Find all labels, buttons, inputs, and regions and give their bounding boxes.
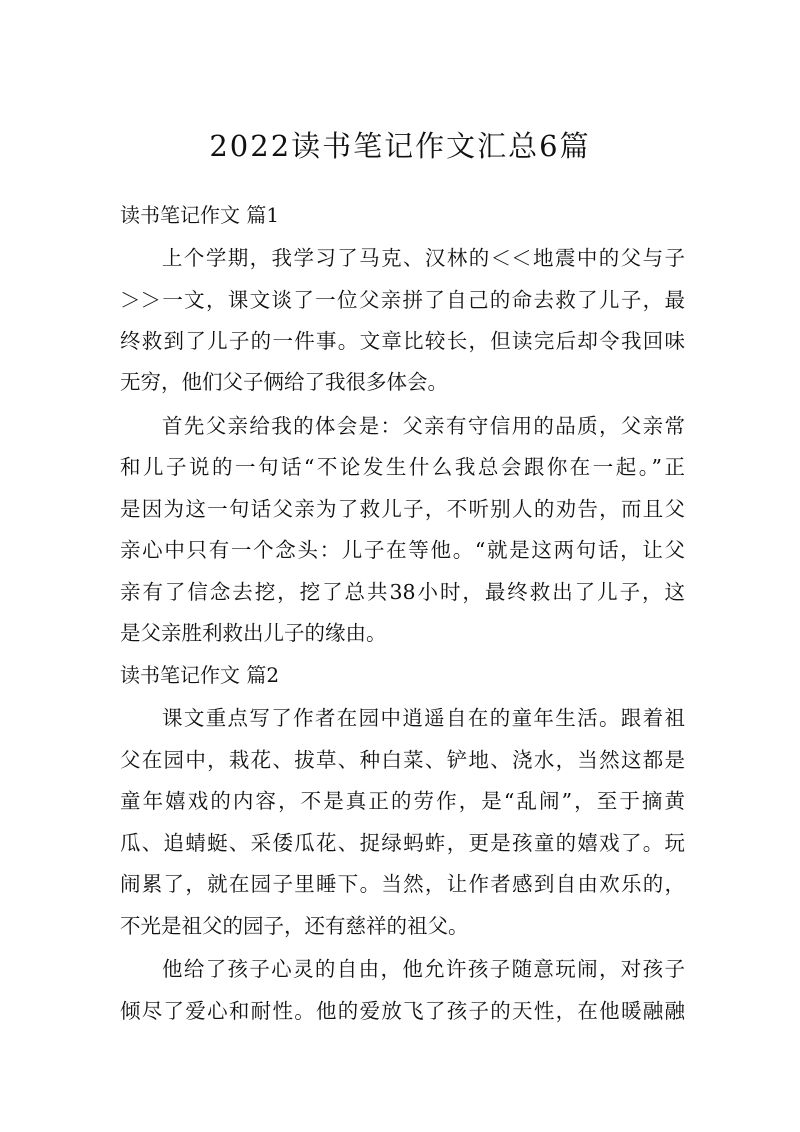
paragraph-line: 闹累了，就在园子里睡下。当然，让作者感到自由欢乐的， — [120, 872, 685, 896]
paragraph-line: ＞＞一文，课文谈了一位父亲拼了自己的命去救了儿子，最 — [120, 288, 685, 312]
paragraph-line: 终救到了儿子的一件事。文章比较长，但读完后却令我回味 — [120, 329, 685, 353]
paragraph-line: 倾尽了爱心和耐性。他的爱放飞了孩子的天性，在他暖融融 — [120, 999, 685, 1023]
paragraph-line: 课文重点写了作者在园中逍遥自在的童年生活。跟着祖 — [162, 706, 685, 730]
paragraph-line: 是父亲胜利救出儿子的缘由。 — [120, 621, 387, 645]
document-title: 2022读书笔记作文汇总6篇 — [209, 129, 591, 163]
section-heading: 读书笔记作文 篇2 — [120, 663, 280, 687]
paragraph-line: 亲有了信念去挖，挖了总共38小时，最终救出了儿子，这 — [120, 580, 685, 604]
section-heading: 读书笔记作文 篇1 — [120, 203, 280, 227]
paragraph-line: 童年嬉戏的内容，不是真正的劳作，是“乱闹”，至于摘黄 — [120, 789, 685, 813]
paragraph-line: 亲心中只有一个念头：儿子在等他。“就是这两句话，让父 — [120, 538, 685, 562]
paragraph-line: 无穷，他们父子俩给了我很多体会。 — [120, 370, 448, 394]
paragraph-line: 上个学期，我学习了马克、汉林的＜＜地震中的父与子 — [162, 246, 685, 270]
paragraph-line: 他给了孩子心灵的自由，他允许孩子随意玩闹，对孩子 — [162, 957, 685, 981]
paragraph-line: 和儿子说的一句话“不论发生什么我总会跟你在一起。”正 — [120, 455, 685, 479]
paragraph-line: 父在园中，栽花、拔草、种白菜、铲地、浇水，当然这都是 — [120, 748, 685, 772]
paragraph-line: 是因为这一句话父亲为了救儿子，不听别人的劝告，而且父 — [120, 497, 685, 521]
paragraph-line: 首先父亲给我的体会是：父亲有守信用的品质，父亲常 — [162, 414, 685, 438]
paragraph-line: 瓜、追蜻蜓、采倭瓜花、捉绿蚂蚱，更是孩童的嬉戏了。玩 — [120, 831, 685, 855]
paragraph-line: 不光是祖父的园子，还有慈祥的祖父。 — [120, 914, 469, 938]
